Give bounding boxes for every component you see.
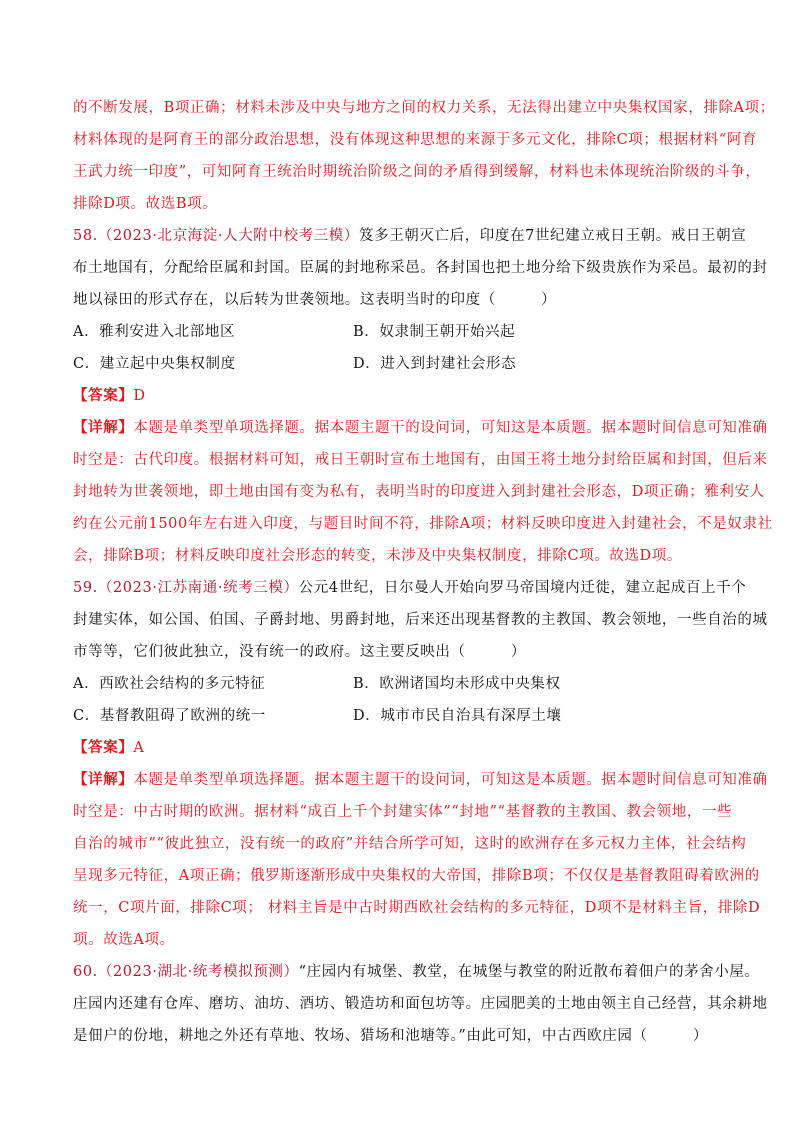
question-text: 公元4世纪，日尔曼人开始向罗马帝国境内迁徙，建立起成百上千个 [298,580,747,596]
question-59-stem-line-1 [73,578,746,598]
question-source: （2023·北京海淀·人大附中校考三模） [97,228,359,244]
answer-label: 【答案】 [73,739,134,756]
option-c: C．建立起中央集权制度 [73,356,236,372]
prev-explanation-line: 王武力统一印度”，可知阿育王统治时期统治阶级之间的矛盾得到缓解，材料也未体现统治阶级的斗争， [73,164,761,180]
prev-explanation-line: 材料体现的是阿育王的部分政治思想，没有体现这种思想的来源于多元文化，排除C项；根据材料“阿育 [73,132,758,148]
question-source: （2023·江苏南通·统考三模） [97,580,299,596]
detail-58-line: 会，排除B项；材料反映印度社会形态的转变，未涉及中央集权制度，排除C项。故选D项。 [73,548,682,564]
question-number: 58. [73,228,98,244]
question-60-stem-line: 是佃户的份地，耕地之外还有草地、牧场、猎场和池塘等。”由此可知，中古西欧庄园（ ） [73,1028,708,1044]
option-b: B．奴隶制王朝开始兴起 [353,324,516,340]
detail-58-line: 时空是：古代印度。根据材料可知，戒日王朝时宣布土地国有，由国王将土地分封给臣属和封国，但后来 [73,452,768,468]
option-a: A．雅利安进入北部地区 [73,324,236,340]
question-number: 59. [73,580,98,596]
option-a: A．西欧社会结构的多元特征 [73,676,266,692]
option-b: B．欧洲诸国均未形成中央集权 [353,676,561,692]
detail-58-line-1 [73,418,768,438]
question-number: 60. [73,964,98,980]
detail-59-line: 时空是：中古时期的欧洲。据材料“成百上千个封建实体”“封地”“基督教的主教国、教会领地，一些 [73,804,733,820]
prev-explanation-line: 排除D项。故选B项。 [73,196,218,212]
question-60-stem-line: 庄园内还建有仓库、磨坊、油坊、酒坊、锻造坊和面包坊等。庄园肥美的土地由领主自己经营，其余耕地 [73,996,768,1012]
question-text: 笈多王朝灭亡后，印度在7世纪建立戒日王朝。戒日王朝宣 [359,228,747,244]
detail-text: 本题是单类型单项选择题。据本题主题干的设问词，可知这是本质题。据本题时间信息可知准确 [133,772,768,788]
answer-value: A [133,740,145,756]
answer-value: D [133,388,146,404]
detail-59-line: 自治的城市”“彼此独立，没有统一的政府”并结合所学可知，这时的欧洲存在多元权力主体，社会结构 [73,836,747,852]
question-source: （2023·湖北·统考模拟预测） [97,964,299,980]
prev-explanation-line: 的不断发展，B项正确；材料未涉及中央与地方之间的权力关系，无法得出建立中央集权国家，排除A项； [73,100,775,116]
detail-label: 【详解】 [73,771,134,788]
answer-58 [73,386,146,406]
detail-59-line: 项。故选A项。 [73,932,175,948]
detail-text: 本题是单类型单项选择题。据本题主题干的设问词，可知这是本质题。据本题时间信息可知准确 [133,420,768,436]
answer-59 [73,738,144,758]
detail-58-line: 约在公元前1500年左右进入印度，与题目时间不符，排除A项；材料反映印度进入封建社会，不是奴隶社 [73,516,773,532]
detail-59-line-1 [73,770,768,790]
question-58-stem-line: 地以禄田的形式存在，以后转为世袭领地。这表明当时的印度（ ） [73,292,557,308]
question-59-stem-line: 封建实体，如公国、伯国、子爵封地、男爵封地，后来还出现基督教的主教国、教会领地，一些自治的城 [73,612,768,628]
question-59-stem-line: 市等等，它们彼此独立，没有统一的政府。这主要反映出（ ） [73,644,526,660]
option-d: D．城市市民自治具有深厚土壤 [353,708,562,724]
question-58-stem-line-1 [73,226,746,246]
detail-label: 【详解】 [73,419,134,436]
option-d: D．进入到封建社会形态 [353,356,517,372]
option-c: C．基督教阻碍了欧洲的统一 [73,708,266,724]
detail-59-line: 呈现多元特征，A项正确；俄罗斯逐渐形成中央集权的大帝国，排除B项；不仅仅是基督教阻碍着欧洲的 [73,868,760,884]
detail-59-line: 统一，C项片面，排除C项； 材料主旨是中古时期西欧社会结构的多元特征，D项不是材料主旨，排除D [73,900,761,916]
question-text: “庄园内有城堡、教堂，在城堡与教堂的附近散布着佃户的茅舍小屋。 [298,964,760,980]
detail-58-line: 封地转为世袭领地，即土地由国有变为私有，表明当时的印度进入到封建社会形态，D项正确；雅利安人 [73,484,765,500]
question-60-stem-line-1 [73,962,760,982]
answer-label: 【答案】 [73,387,134,404]
question-58-stem-line: 布土地国有，分配给臣属和封国。臣属的封地称采邑。各封国也把土地分给下级贵族作为采邑。最初的封 [73,260,768,276]
